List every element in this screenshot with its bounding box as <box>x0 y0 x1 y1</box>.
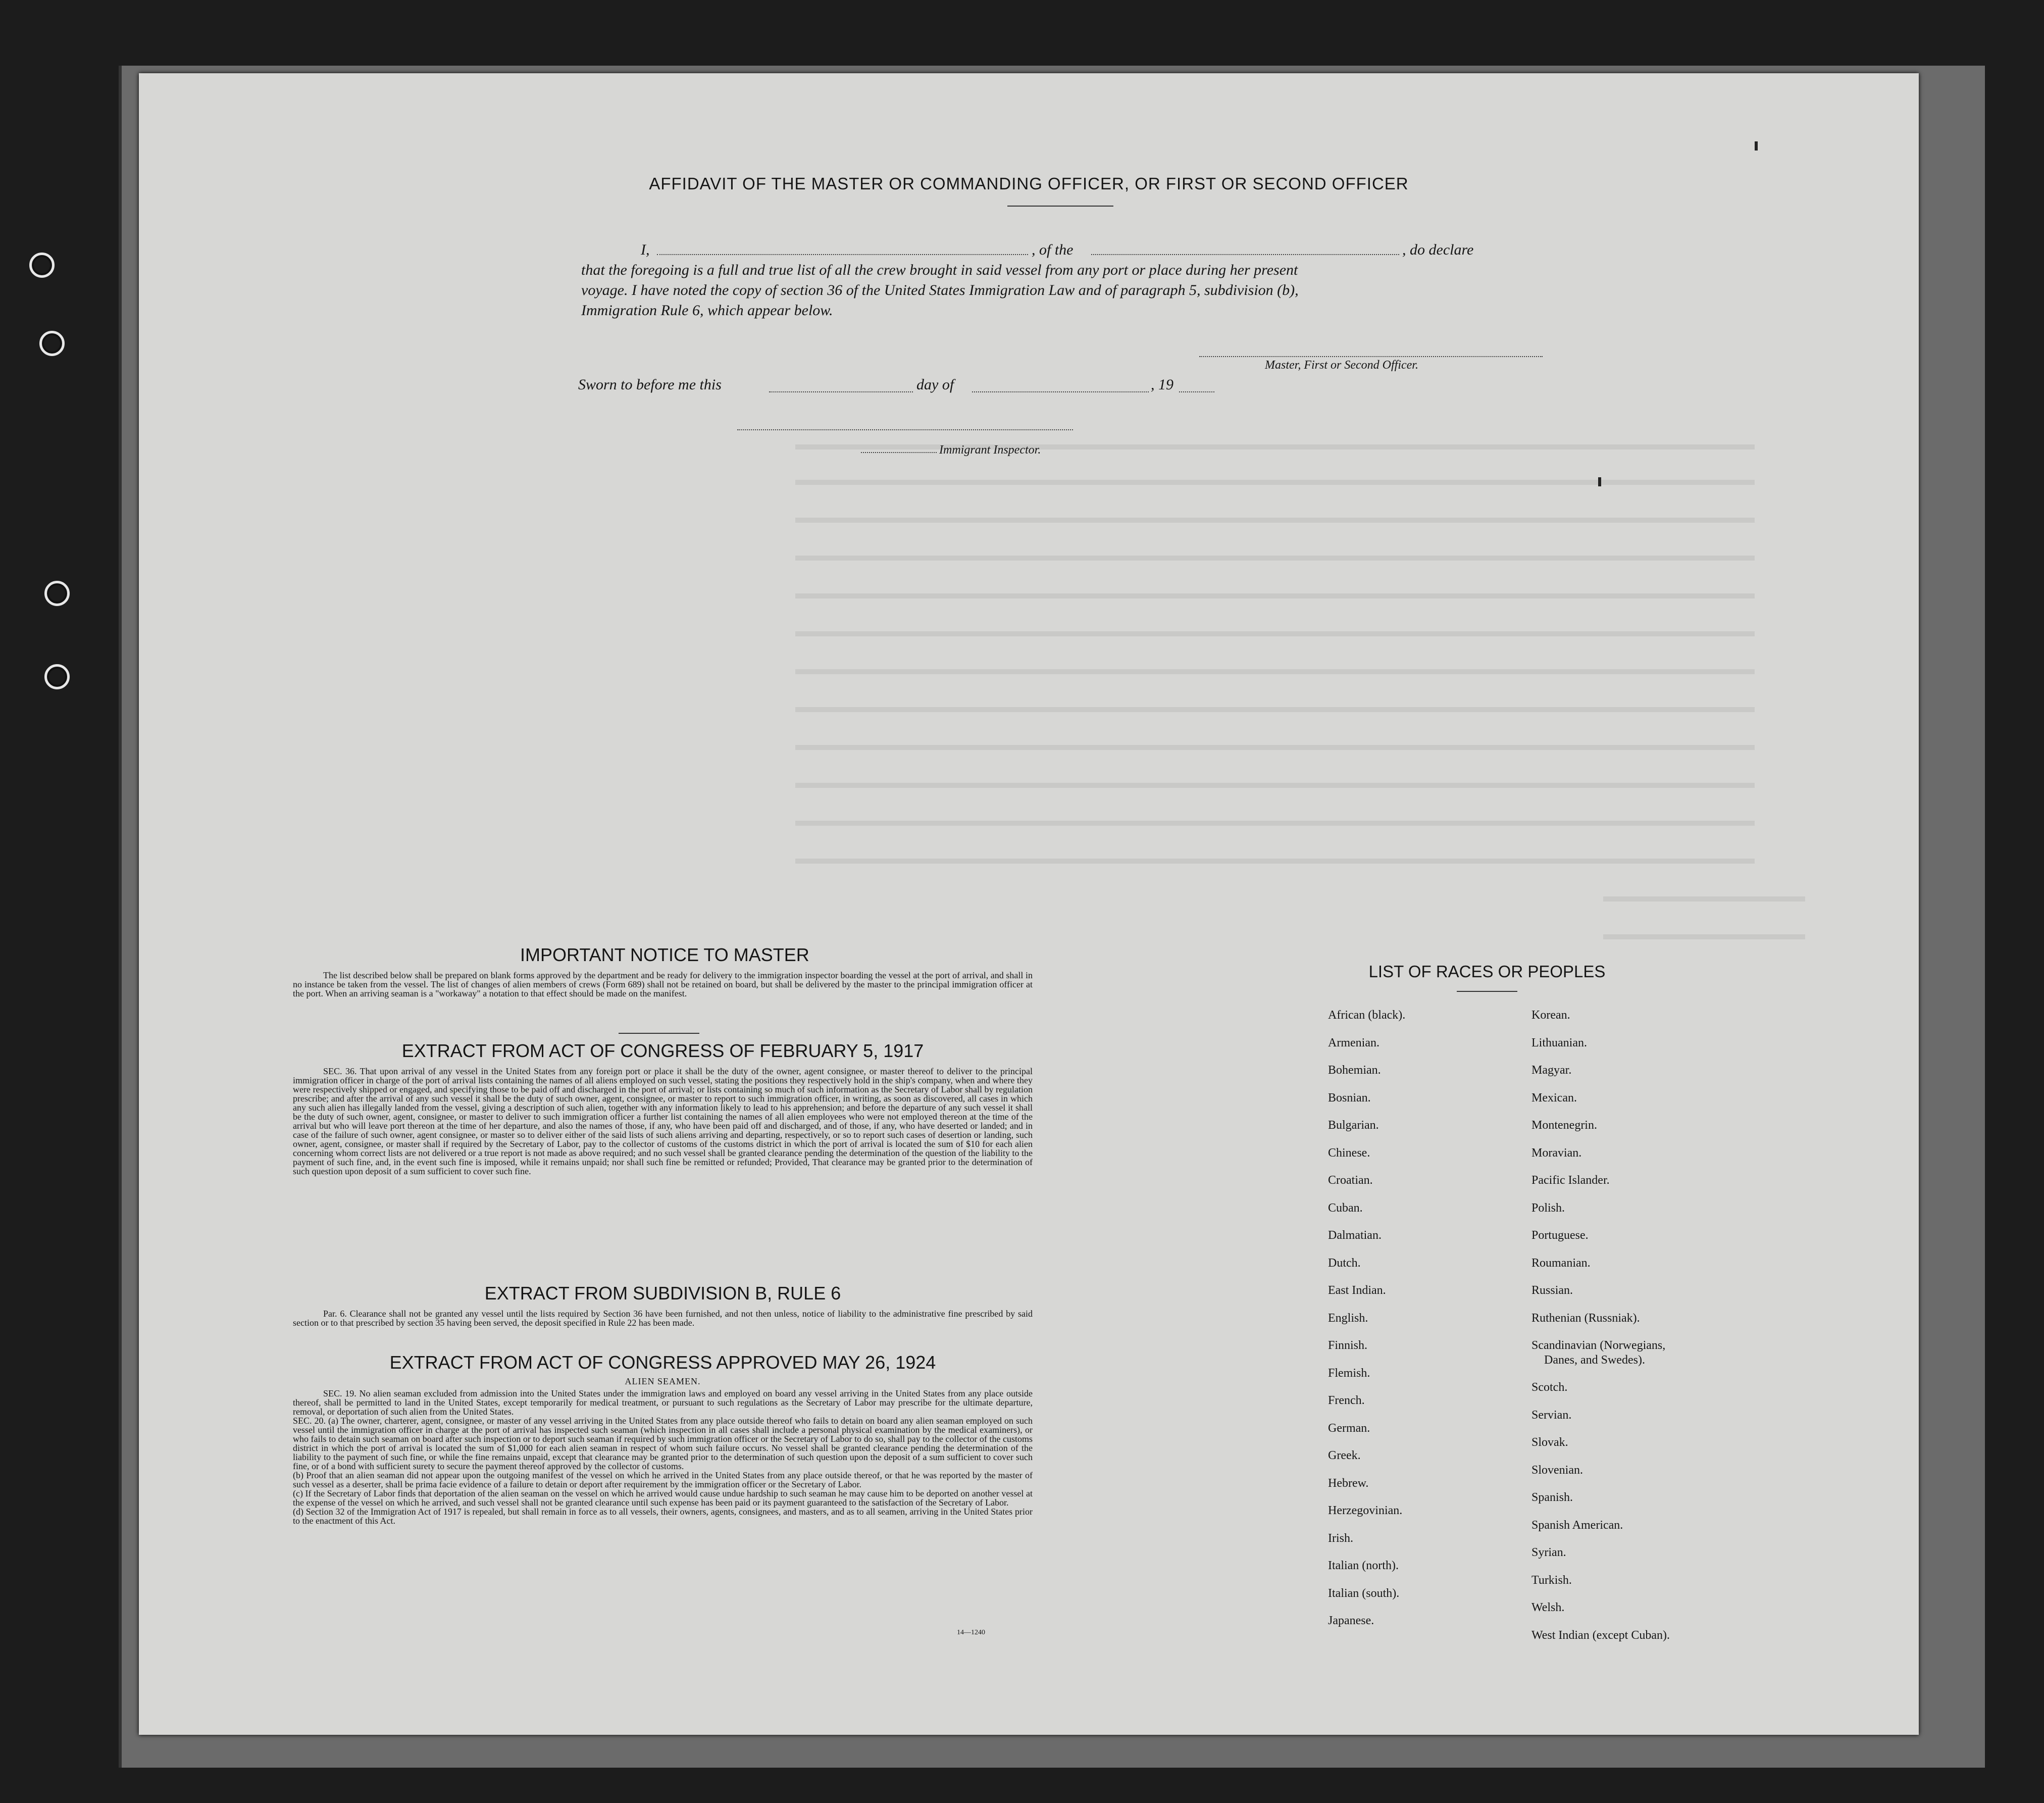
race-item: Roumanian. <box>1531 1256 1591 1270</box>
race-item: Greek. <box>1328 1449 1361 1462</box>
race-item: Armenian. <box>1328 1036 1379 1049</box>
race-item: Spanish. <box>1531 1491 1573 1504</box>
race-item: Spanish American. <box>1531 1518 1623 1532</box>
race-item: Bosnian. <box>1328 1091 1371 1105</box>
race-item: Moravian. <box>1531 1146 1582 1160</box>
race-item: Russian. <box>1531 1284 1573 1297</box>
race-item: Magyar. <box>1531 1064 1572 1077</box>
race-item: West Indian (except Cuban). <box>1531 1628 1670 1642</box>
race-item: Slovak. <box>1531 1436 1568 1449</box>
race-item: Syrian. <box>1531 1546 1566 1559</box>
race-item: Danes, and Swedes). <box>1544 1353 1645 1367</box>
race-item: Herzegovinian. <box>1328 1504 1403 1517</box>
race-item: Servian. <box>1531 1408 1572 1422</box>
race-item: Montenegrin. <box>1531 1119 1597 1132</box>
notice-title: IMPORTANT NOTICE TO MASTER <box>520 944 809 965</box>
pencil-mark <box>1755 141 1758 151</box>
race-item: Dutch. <box>1328 1256 1361 1270</box>
race-item: Slovenian. <box>1531 1463 1583 1477</box>
race-item: Chinese. <box>1328 1146 1370 1160</box>
race-item: French. <box>1328 1394 1365 1407</box>
extract-rule6-title: EXTRACT FROM SUBDIVISION B, RULE 6 <box>484 1283 841 1304</box>
title-underline <box>1007 206 1113 207</box>
affidavit-of-label: , of the <box>1032 241 1074 258</box>
race-item: English. <box>1328 1311 1368 1325</box>
form-number: 14—1240 <box>957 1629 985 1636</box>
race-item: Dalmatian. <box>1328 1229 1382 1242</box>
binder-hole <box>44 664 70 689</box>
race-item: Cuban. <box>1328 1201 1363 1215</box>
race-item: Irish. <box>1328 1531 1353 1545</box>
vessel-name-field[interactable] <box>1091 254 1399 255</box>
extract-1917-title: EXTRACT FROM ACT OF CONGRESS OF FEBRUARY 5, 1917 <box>401 1040 924 1061</box>
races-title: LIST OF RACES OR PEOPLES <box>1368 962 1606 981</box>
notice-body: The list described below shall be prepared on blank forms approved by the department and be ready for delivery to the immigration inspector boarding the vessel at the port of arrival, and shall in no instance be taken from the vessel. The list of changes of alien members of crews (Form 689) shall not be retained on board, but shall be delivered by the master to the principal immigration officer at the port. When an arriving seaman is a "workaway" a notation to that effect should be made on the manifest. <box>293 970 1033 998</box>
race-item: Bulgarian. <box>1328 1119 1379 1132</box>
races-title-underline <box>1457 991 1517 992</box>
signature-caption: Master, First or Second Officer. <box>1265 359 1418 372</box>
race-item: Polish. <box>1531 1201 1565 1215</box>
sworn-label: Sworn to before me this <box>578 376 722 393</box>
race-item: African (black). <box>1328 1009 1406 1022</box>
race-item: Turkish. <box>1531 1573 1572 1587</box>
sworn-day-field[interactable] <box>769 391 913 392</box>
race-item: Ruthenian (Russniak). <box>1531 1311 1640 1325</box>
inspector-dots <box>861 452 937 453</box>
extract-1924-body: SEC. 19. No alien seaman excluded from admission into the United States under the immigration laws and employed on board any vessel arriving in the United States from any place outside thereof, shall be permitted to land in the United States, except temporarily for medical treatment, or pursuant to such regulations as the Secretary of Labor may prescribe for the ultimate departure, removal, or deportation of such alien from the United States. SEC. 20. (a) The owner, charterer, agent, consignee, or master of any vessel arriving in the United States from any place outside thereof who fails to detain on board any alien seaman employed on such vessel until the immigration officer in charge at the port of arrival has inspected such seaman (which inspection in all cases shall include a personal physical examination by the medical examiners), or who fails to detain such seaman on board after such inspection or to deport such seaman if required by such immigration officer or the Secretary of Labor to do so, shall pay to the collector of the customs district in which the port of arrival is located the sum of $1,000 for each alien seaman in respect of whom such failure occurs. No vessel shall be granted clearance pending the determination of the liability to the payment of such fine, or while the fine remains unpaid, except that clearance may be granted prior to the determination of such question upon the deposit of a sum sufficient to cover such fine, or of a bond with sufficient surety to secure the payment thereof approved by the collector of customs. (b) Proof that an alien seaman did not appear upon the outgoing manifest of the vessel on which he arrived in the United States from any place outside thereof, or that he was reported by the master of such vessel as a deserter, shall be prima facie evidence of a failure to detain or deport after requirement by the immigration officer or the Secretary of Labor. (c) If the Secretary of Labor finds that deportation of the alien seaman on the vessel on which he arrived would cause undue hardship to such seaman he may cause him to be deported on another vessel at the expense of the vessel on which he arrived, and such vessel shall not be granted clearance until such expense has been paid or its payment guaranteed to the satisfaction of the Secretary of Labor. (d) Section 32 of the Immigration Act of 1917 is repealed, but shall remain in force as to all vessels, their owners, agents, consignees, and masters, and as to all seamen, arriving in the United States prior to the enactment of this Act. <box>293 1388 1033 1526</box>
race-item: Italian (south). <box>1328 1586 1400 1600</box>
affidavit-line-3: voyage. I have noted the copy of section 36 of the United States Immigration Law and of paragraph 5, subdivision (b), <box>581 282 1299 298</box>
race-item: Scandinavian (Norwegians, <box>1531 1339 1666 1352</box>
race-item: Scotch. <box>1531 1381 1568 1394</box>
affidavit-declare-label: , do declare <box>1402 241 1474 258</box>
race-item: German. <box>1328 1421 1370 1435</box>
binder-hole <box>29 253 55 278</box>
race-item: East Indian. <box>1328 1284 1386 1297</box>
inspector-signature-field[interactable] <box>737 429 1073 430</box>
binder-hole <box>44 581 70 606</box>
form-page <box>139 73 1919 1735</box>
binder-hole <box>39 331 65 356</box>
race-item: Lithuanian. <box>1531 1036 1587 1049</box>
race-item: Korean. <box>1531 1009 1570 1022</box>
extract-1924-subtitle: ALIEN SEAMEN. <box>625 1376 701 1386</box>
race-item: Bohemian. <box>1328 1064 1381 1077</box>
inspector-caption: Immigrant Inspector. <box>939 443 1041 457</box>
master-name-field[interactable] <box>657 254 1028 255</box>
signature-field[interactable] <box>1199 356 1543 357</box>
extract-1917-body: SEC. 36. That upon arrival of any vessel in the United States from any foreign port or place it shall be the duty of the owner, agent consignee, or master thereof to deliver to the principal immigration officer in charge of the port of arrival lists containing the names of all aliens employed on such vessel, stating the positions they respectively hold in the ship's company, when and where they were respectively shipped or engaged, and specifying those to be paid off and discharged in the port of arrival; or lists containing so much of such information as the Secretary of Labor shall by regulation prescribe; and after the arrival of any such vessel it shall be the duty of such owner, agent, consignee, or master to report to such immigration officer, in writing, as soon as discovered, all cases in which any such alien has illegally landed from the vessel, giving a description of such alien, together with any information likely to lead to his apprehension; and before the departure of any such vessel it shall be the duty of such owner, agent, consignee, or master to deliver to such immigration officer a further list containing the names of all alien employees who were not employed thereon at the time of the arrival but who will leave port thereon at the time of her departure, and also the names of those, if any, who have been paid off and discharged, and of those, if any, who have deserted or landed; and in case of the failure of such owner, agent consignee, or master so to deliver either of the said lists of such aliens arriving and departing, respectively, or so to report such cases of desertion or landing, such owner, agent, consignee, or master shall if required by the Secretary of Labor, pay to the collector of customs of the customs district in which the port of arrival is located the sum of $10 for each alien concerning whom correct lists are not delivered or a true report is not made as above required; and no such vessel shall be granted clearance pending the determination of the question of the liability to the payment of such fine, and, in the event such fine is imposed, while it remains unpaid; nor shall such fine be remitted or refunded; Provided, That clearance may be granted prior to the determination of such question upon deposit of a sum sufficient to cover such fine. <box>293 1066 1033 1176</box>
sworn-year-field[interactable] <box>1179 391 1214 392</box>
day-of-label: day of <box>916 376 954 393</box>
race-item: Flemish. <box>1328 1366 1370 1380</box>
race-item: Croatian. <box>1328 1174 1373 1187</box>
race-item: Japanese. <box>1328 1614 1374 1627</box>
race-item: Pacific Islander. <box>1531 1174 1610 1187</box>
section-divider <box>619 1033 699 1034</box>
year-label: , 19 <box>1151 376 1173 393</box>
race-item: Italian (north). <box>1328 1559 1399 1572</box>
affidavit-line-2: that the foregoing is a full and true list of all the crew brought in said vessel from any port or place during her present <box>581 262 1298 278</box>
affidavit-i-label: I, <box>641 241 650 258</box>
race-item: Hebrew. <box>1328 1476 1369 1490</box>
race-item: Portuguese. <box>1531 1229 1589 1242</box>
race-item: Finnish. <box>1328 1339 1368 1352</box>
race-item: Welsh. <box>1531 1601 1565 1614</box>
extract-rule6-body: Par. 6. Clearance shall not be granted any vessel until the lists required by Section 36 have been furnished, and not then unless, notice of liability to the administrative fine prescribed by said section or to that prescribed by section 35 having been served, the deposit specified in Rule 22 has been made. <box>293 1309 1033 1328</box>
pencil-mark <box>1598 477 1601 486</box>
affidavit-line-4: Immigration Rule 6, which appear below. <box>581 302 833 319</box>
affidavit-title: AFFIDAVIT OF THE MASTER OR COMMANDING OFFICER, OR FIRST OR SECOND OFFICER <box>649 174 1409 193</box>
sworn-month-field[interactable] <box>972 391 1149 392</box>
extract-1924-title: EXTRACT FROM ACT OF CONGRESS APPROVED MAY 26, 1924 <box>389 1352 936 1373</box>
race-item: Mexican. <box>1531 1091 1577 1105</box>
